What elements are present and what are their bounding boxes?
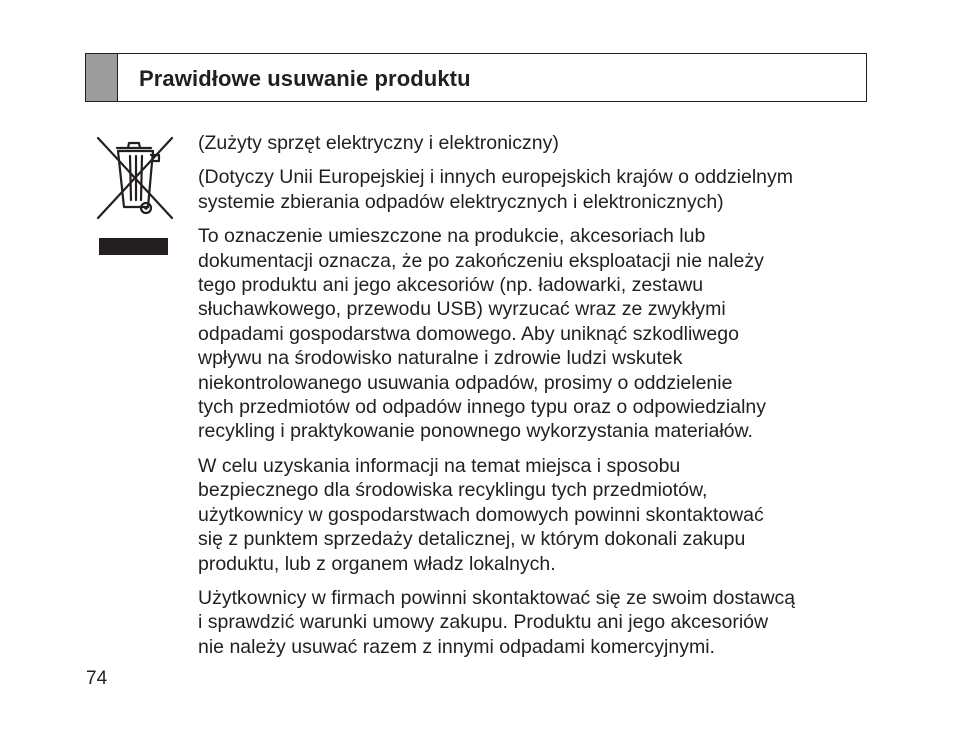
- paragraph-household-users: W celu uzyskania informacji na temat miejsca i sposobu bezpiecznego dla środowiska recyklingu tych przedmiotów, użytkownicy w gospodarstwach domowych powinni skontaktować się z punktem sprzedaży detalicznej, w którym dokonali zakupu produktu, lub z organem władz lokalnych.: [198, 454, 764, 575]
- weee-underline-bar: [99, 238, 168, 255]
- page-number: 74: [86, 668, 108, 689]
- section-header: [85, 53, 867, 102]
- paragraph-business-users: Użytkownicy w firmach powinni skontaktować się ze swoim dostawcą i sprawdzić warunki umowy zakupu. Produktu ani jego akcesoriów nie należy usuwać razem z innymi odpadami komercyjnymi.: [198, 586, 796, 658]
- paragraph-equipment-type: (Zużyty sprzęt elektryczny i elektroniczny): [198, 132, 559, 154]
- crossed-out-wheelie-bin-icon: [95, 134, 175, 222]
- paragraph-eu-scope: (Dotyczy Unii Europejskiej i innych europejskich krajów o oddzielnym systemie zbierania odpadów elektrycznych i elektronicznych): [198, 166, 793, 213]
- page-title: Prawidłowe usuwanie produktu: [139, 66, 471, 91]
- paragraph-marking-meaning: To oznaczenie umieszczone na produkcie, akcesoriach lub dokumentacji oznacza, że po zakończeniu eksploatacji nie należy tego produktu ani jego akcesoriów (np. ładowarki, zestawu słuchawkowego, przewodu USB) wyrzucać wraz ze zwykłymi odpadami gospodarstwa domowego. Aby uniknąć szkodliwego wpływu na środowisko naturalne i zdrowie ludzi wskutek niekontrolowanego usuwania odpadów, prosimy o oddzielenie tych przedmiotów od odpadów innego typu oraz o odpowiedzialny recykling i praktykowanie ponownego wykorzystania materiałów.: [198, 225, 767, 443]
- disposal-text: [198, 131, 868, 669]
- header-tab-marker: [86, 54, 118, 101]
